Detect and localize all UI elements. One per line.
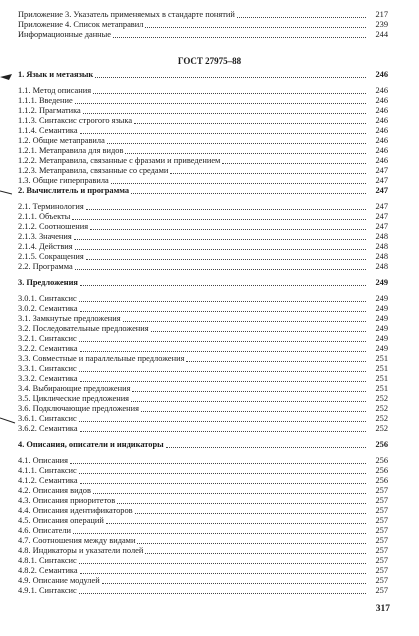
toc-entry-title: 3.6.2. Семантика [18,424,78,433]
toc-entry-page: 252 [375,394,388,403]
toc-entry-title: 3.2.1. Синтаксис [18,334,77,343]
toc-entry-title: 4.8. Индикаторы и указатели полей [18,546,144,555]
toc-entry-page: 249 [375,324,388,333]
toc-section-heading [18,278,388,288]
toc-entry-page: 246 [375,86,388,95]
toc-entry-title: 3.2. Последовательные предложения [18,324,149,333]
toc-entry-title: 3.3. Совместные и параллельные предложения [18,354,185,363]
toc-entry-title: 4.1.1. Синтаксис [18,466,77,475]
toc-entry-title: 3.2.2. Семантика [18,344,78,353]
toc-entry-title: 1.1.1. Введение [18,96,73,105]
toc-entry-title: 3.1. Замкнутые предложения [18,314,121,323]
toc-entry-page: 246 [375,70,388,79]
toc-entry [18,586,388,596]
toc-entry-page: 247 [375,166,388,175]
toc-entry-page: 257 [375,536,388,545]
toc-entry-page: 257 [375,566,388,575]
toc-entry-page: 249 [375,294,388,303]
toc-entry-title: 4.1. Описания [18,456,69,465]
toc-entry-page: 251 [375,384,388,393]
standard-title: ГОСТ 27975–88 [177,56,242,66]
page-number: 317 [375,604,390,614]
toc-entry-page: 247 [375,222,388,231]
dot-leader [80,275,366,286]
toc-entry-title: 1.1. Метод описания [18,86,92,95]
toc-entry-page: 244 [375,30,388,39]
toc-entry-title: 4.8.1. Синтаксис [18,556,77,565]
toc-entry-title: Приложение 3. Указатель применяемых в стандарте понятий [18,10,235,19]
toc-entry-page: 249 [375,344,388,353]
toc-entry-page: 246 [375,116,388,125]
toc-entry-title: 4.7. Соотношения между видами [18,536,136,545]
appendix-list [18,10,388,40]
toc-section-heading [18,440,388,450]
toc-entry-title: 4. Описания, описатели и индикаторы [18,440,164,449]
toc-entry-page: 257 [375,496,388,505]
toc-entry-page: 247 [375,202,388,211]
toc-entry-title: 3.5. Циклические предложения [18,394,130,403]
toc-entry-page: 256 [375,476,388,485]
toc-entry [18,424,388,434]
toc-entry-title: 2.1.1. Объекты [18,212,71,221]
table-of-contents [18,70,388,596]
toc-entry-page: 248 [375,262,388,271]
toc-entry-page: 246 [375,106,388,115]
toc-entry-title: 1.2.1. Метаправила для видов [18,146,124,155]
toc-entry-title: 1.2. Общие метаправила [18,136,105,145]
toc-entry-title: 1.1.3. Синтаксис строгого языка [18,116,133,125]
toc-entry-page: 257 [375,516,388,525]
toc-entry-page: 257 [375,556,388,565]
toc-entry-page: 249 [375,334,388,343]
toc-entry-page: 257 [375,526,388,535]
toc-entry-title: 4.5. Описания операций [18,516,104,525]
toc-entry-title: 4.8.2. Семантика [18,566,78,575]
toc-entry-title: Приложение 4. Список метаправил [18,20,144,29]
toc-entry-page: 248 [375,232,388,241]
toc-entry-title: 2.1. Терминология [18,202,84,211]
toc-entry-title: 3.3.2. Семантика [18,374,78,383]
toc-entry-page: 246 [375,96,388,105]
dot-leader [131,183,366,194]
toc-entry-page: 217 [375,10,388,19]
dot-leader [79,583,366,594]
dot-leader [80,421,366,432]
toc-entry-title: 4.4. Описания идентификаторов [18,506,133,515]
toc-entry-page: 251 [375,374,388,383]
toc-entry-title: 1.1.2. Прагматика [18,106,81,115]
toc-entry-title: 2.2. Программа [18,262,73,271]
toc-entry-page: 249 [375,314,388,323]
toc-entry-title: 2.1.2. Соотношения [18,222,89,231]
toc-entry-page: 248 [375,252,388,261]
toc-entry-page: 257 [375,506,388,515]
toc-entry-page: 257 [375,486,388,495]
toc-entry-page: 247 [375,186,388,195]
toc-entry-page: 257 [375,586,388,595]
toc-entry-page: 257 [375,576,388,585]
toc-entry-title: 3.3.1. Синтаксис [18,364,77,373]
toc-entry-page: 256 [375,440,388,449]
scan-mark [0,190,12,196]
toc-entry-title: 2.1.3. Значения [18,232,72,241]
toc-entry [18,262,388,272]
toc-entry-page: 247 [375,176,388,185]
toc-entry-title: 1.1.4. Семантика [18,126,78,135]
toc-entry-page: 251 [375,364,388,373]
toc-entry-title: 4.9.1. Синтаксис [18,586,77,595]
toc-entry-title: 4.2. Описания видов [18,486,91,495]
toc-entry-page: 248 [375,242,388,251]
toc-entry-page: 249 [375,304,388,313]
toc-entry-title: 1.3. Общие гиперправила [18,176,109,185]
toc-entry-title: 1.2.3. Метаправила, связанные со средами [18,166,169,175]
toc-entry [18,30,388,40]
dot-leader [95,67,366,78]
toc-entry-page: 252 [375,404,388,413]
toc-entry-title: 4.1.2. Семантика [18,476,78,485]
toc-entry-page: 249 [375,278,388,287]
toc-entry-page: 256 [375,456,388,465]
toc-entry-title: 2.1.5. Сокращения [18,252,84,261]
toc-entry-page: 246 [375,156,388,165]
dot-leader [75,259,366,270]
toc-entry-title: 3. Предложения [18,278,78,287]
toc-section-heading [18,186,388,196]
toc-entry-page: 257 [375,546,388,555]
scan-mark [0,417,16,425]
toc-entry-title: 4.3. Описания приоритетов [18,496,116,505]
toc-entry-page: 246 [375,126,388,135]
scan-mark [0,72,14,82]
toc-entry-page: 251 [375,354,388,363]
dot-leader [113,27,366,38]
toc-entry-page: 239 [375,20,388,29]
toc-section-heading [18,70,388,80]
toc-entry-page: 252 [375,414,388,423]
toc-entry-title: 3.6. Подключающие предложения [18,404,139,413]
toc-entry-title: 3.4. Выбирающие предложения [18,384,131,393]
toc-entry-title: Информационные данные [18,30,112,39]
toc-entry-page: 252 [375,424,388,433]
toc-entry-title: 4.6. Описатели [18,526,72,535]
toc-entry-title: 3.0.2. Семантика [18,304,78,313]
toc-entry-page: 256 [375,466,388,475]
toc-entry-title: 1. Язык и метаязык [18,70,94,79]
toc-entry-title: 3.6.1. Синтаксис [18,414,77,423]
toc-entry-title: 1.2.2. Метаправила, связанные с фразами и приведением [18,156,221,165]
toc-entry-page: 246 [375,136,388,145]
toc-entry-page: 246 [375,146,388,155]
toc-entry-page: 247 [375,212,388,221]
toc-entry-title: 3.0.1. Синтаксис [18,294,77,303]
toc-entry-title: 4.9. Описание модулей [18,576,100,585]
dot-leader [166,437,366,448]
toc-entry-title: 2. Вычислитель и программа [18,186,130,195]
toc-entry-title: 2.1.4. Действия [18,242,73,251]
